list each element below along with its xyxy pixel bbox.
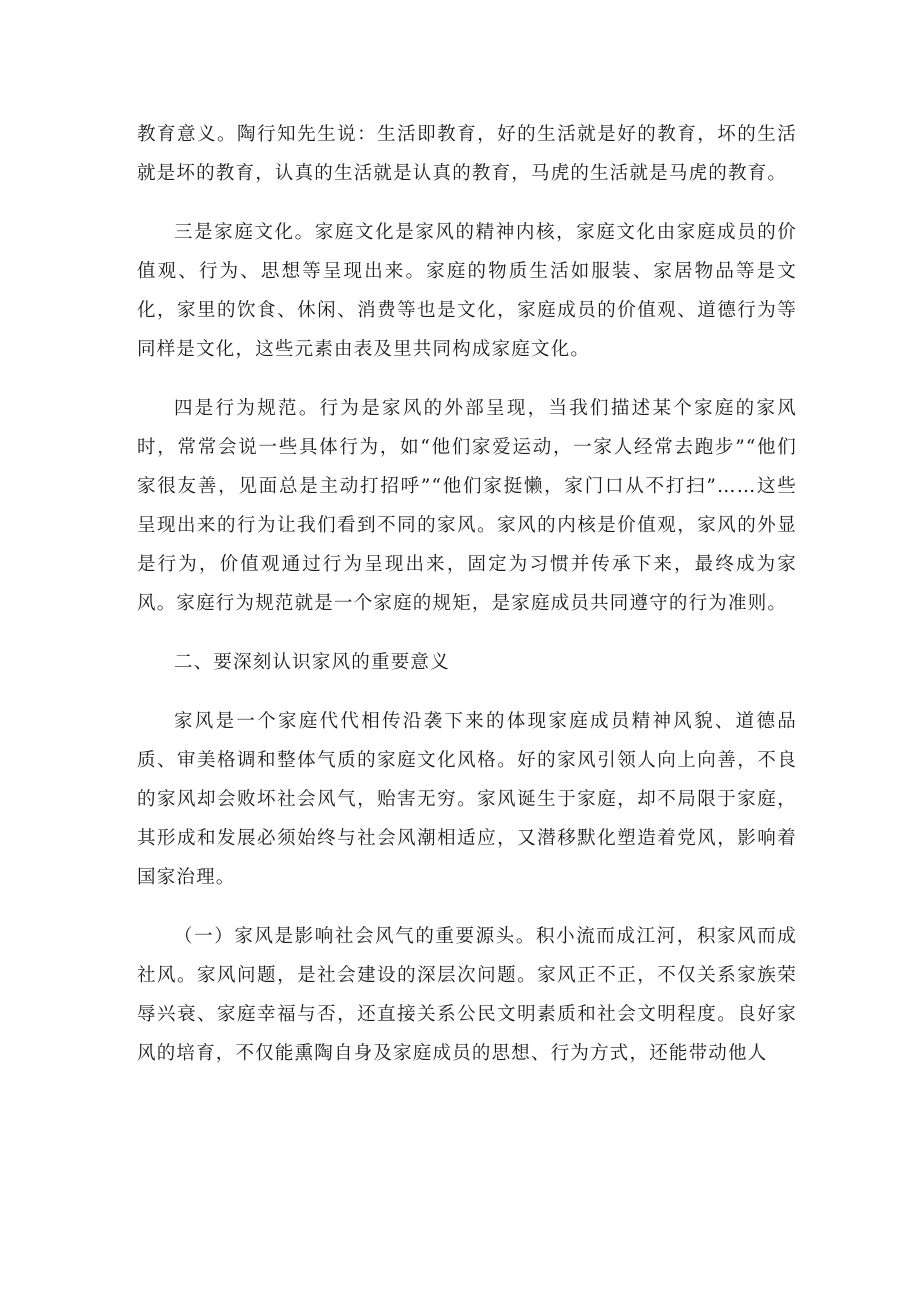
paragraph-continuation: 教育意义。陶行知先生说：生活即教育，好的生活就是好的教育，坏的生活就是坏的教育，认真的生活就是认真的教育，马虎的生活就是马虎的教育。 <box>137 124 797 184</box>
paragraph-family-culture: 三是家庭文化。家庭文化是家风的精神内核，家庭文化由家庭成员的价值观、行为、思想等呈现出来。家庭的物质生活如服装、家居物品等是文化，家里的饮食、休闲、消费等也是文化，家庭成员的价值观、道德行为等同样是文化，这些元素由表及里共同构成家庭文化。 <box>137 222 797 360</box>
section-heading: 二、要深刻认识家风的重要意义 <box>174 652 450 673</box>
paragraph-subsection-one: （一）家风是影响社会风气的重要源头。积小流而成江河，积家风而成社风。家风问题，是社会建设的深层次问题。家风正不正，不仅关系家族荣辱兴衰、家庭幸福与否，还直接关系公民文明素质和社会文明程度。良好家风的培育，不仅能熏陶自身及家庭成员的思想、行为方式，还能带动他人 <box>137 926 797 1064</box>
document-body <box>137 115 797 1073</box>
paragraph-family-style-definition: 家风是一个家庭代代相传沿袭下来的体现家庭成员精神风貌、道德品质、审美格调和整体气质的家庭文化风格。好的家风引领人向上向善，不良的家风却会败坏社会风气，贻害无穷。家风诞生于家庭，却不局限于家庭，其形成和发展必须始终与社会风潮相适应，又潜移默化塑造着党风，影响着国家治理。 <box>137 711 797 888</box>
paragraph-behavior-norms: 四是行为规范。行为是家风的外部呈现，当我们描述某个家庭的家风时，常常会说一些具体行为，如“他们家爱运动，一家人经常去跑步”“他们家很友善，见面总是主动打招呼”“他们家挺懒，家门口从不打扫”……这些呈现出来的行为让我们看到不同的家风。家风的内核是价值观，家风的外显是行为，价值观通过行为呈现出来，固定为习惯并传承下来，最终成为家风。家庭行为规范就是一个家庭的规矩，是家庭成员共同遵守的行为准则。 <box>137 398 797 614</box>
